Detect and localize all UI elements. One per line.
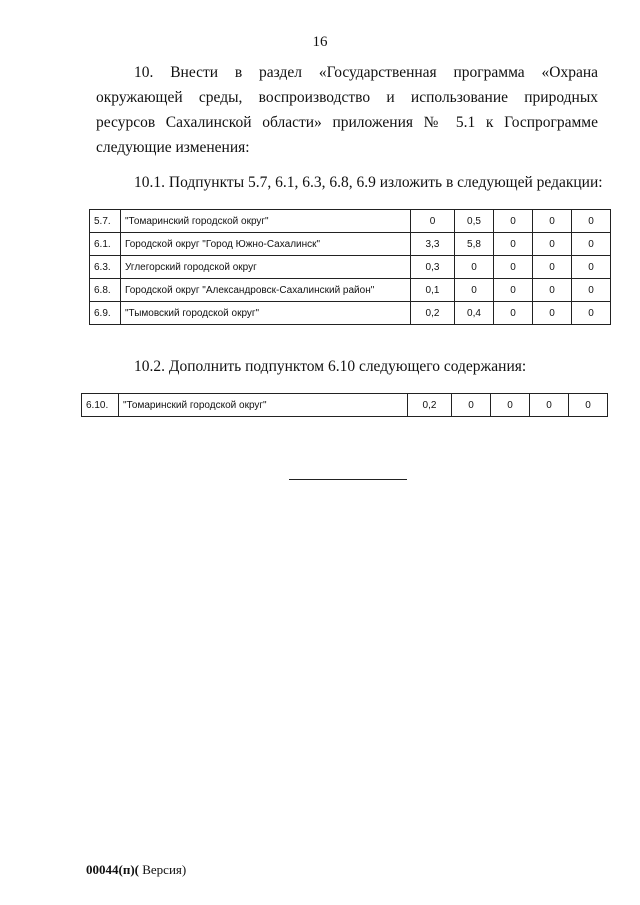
row-value: 3,3 [411, 233, 455, 256]
footer-version: Версия) [138, 862, 187, 877]
row-value: 0 [494, 279, 533, 302]
page-number: 16 [312, 34, 328, 50]
row-value: 0 [533, 279, 572, 302]
row-value: 0 [491, 394, 530, 417]
table-row [90, 256, 611, 279]
row-value: 0 [569, 394, 608, 417]
row-name: Городской округ "Александровск-Сахалинский район" [121, 279, 411, 302]
row-value: 0,2 [411, 302, 455, 325]
table-row [82, 394, 608, 417]
row-value: 0,3 [411, 256, 455, 279]
row-value: 0 [572, 256, 611, 279]
row-name: Городской округ "Город Южно-Сахалинск" [121, 233, 411, 256]
row-value: 0 [455, 279, 494, 302]
row-value: 0 [494, 233, 533, 256]
row-value: 0 [572, 210, 611, 233]
row-name: "Томаринский городской округ" [121, 210, 411, 233]
row-value: 0 [533, 233, 572, 256]
row-value: 0 [572, 233, 611, 256]
row-value: 0 [533, 256, 572, 279]
row-number: 6.1. [90, 233, 121, 256]
addition-table [81, 393, 608, 417]
row-value: 0,2 [408, 394, 452, 417]
row-value: 0 [411, 210, 455, 233]
table-row [90, 210, 611, 233]
row-value: 0 [572, 279, 611, 302]
row-name: "Тымовский городской округ" [121, 302, 411, 325]
table-row [90, 233, 611, 256]
paragraph-10-number: 10. [134, 64, 154, 81]
row-value: 0 [494, 302, 533, 325]
paragraph-10-text: Внести в раздел «Государственная программа «Охрана окружающей среды, воспроизводство и использование природных ресурсов Сахалинской области» приложения № 5.1 к Госпрограмме следующие изменения: [96, 64, 599, 156]
row-number: 6.9. [90, 302, 121, 325]
row-value: 0 [494, 210, 533, 233]
table-row [90, 302, 611, 325]
row-value: 0 [452, 394, 491, 417]
paragraph-10-1: 10.1. Подпункты 5.7, 6.1, 6.3, 6.8, 6.9 изложить в следующей редакции: [134, 174, 603, 191]
row-value: 0,1 [411, 279, 455, 302]
row-number: 6.3. [90, 256, 121, 279]
row-value: 0,4 [455, 302, 494, 325]
amendments-table [89, 209, 611, 325]
row-value: 0 [494, 256, 533, 279]
row-value: 0 [533, 210, 572, 233]
row-value: 5,8 [455, 233, 494, 256]
paragraph-10 [96, 60, 598, 160]
footer-code-number: 00044(п)( [86, 862, 139, 877]
row-value: 0 [530, 394, 569, 417]
row-name: "Томаринский городской округ" [119, 394, 408, 417]
row-value: 0,5 [455, 210, 494, 233]
row-number: 5.7. [90, 210, 121, 233]
row-number: 6.10. [82, 394, 119, 417]
footer-code [86, 862, 186, 878]
row-value: 0 [455, 256, 494, 279]
row-name: Углегорский городской округ [121, 256, 411, 279]
row-number: 6.8. [90, 279, 121, 302]
separator-line [289, 479, 407, 480]
paragraph-10-2: 10.2. Дополнить подпунктом 6.10 следующего содержания: [134, 358, 527, 375]
row-value: 0 [533, 302, 572, 325]
table-row [90, 279, 611, 302]
row-value: 0 [572, 302, 611, 325]
